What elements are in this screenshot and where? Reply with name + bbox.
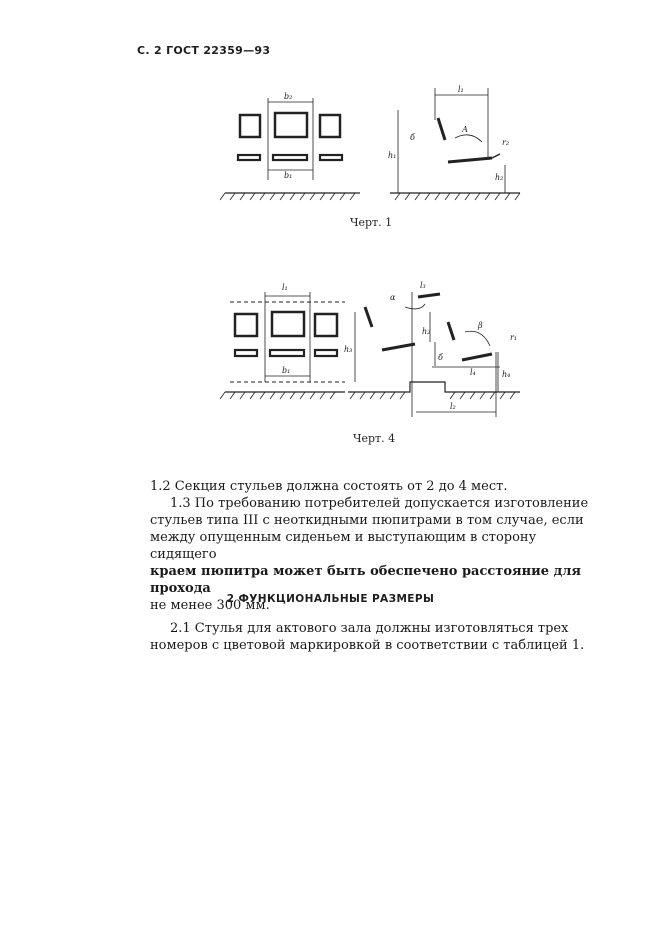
- fig1-label-b1: b₁: [284, 171, 293, 180]
- fig2-label-h3: h₃: [344, 345, 353, 354]
- fig1-label-l1: l₁: [458, 85, 464, 94]
- section-title: 2 ФУНКЦИОНАЛЬНЫЕ РАЗМЕРЫ: [226, 593, 435, 605]
- text-line: стульев типа III с неоткидными пюпитрами в том случае, если: [150, 513, 584, 528]
- text-line: 1.2 Секция стульев должна состоять от 2 до 4 мест.: [150, 479, 508, 494]
- text-line: краем пюпитра может быть обеспечено расстояние для прохода: [150, 564, 582, 596]
- fig1-label-r2: r₂: [502, 138, 510, 147]
- fig1-label-b2: b₂: [284, 92, 293, 101]
- figure-1-caption: Черт. 1: [350, 216, 393, 229]
- page-header: С. 2 ГОСТ 22359—93: [137, 44, 271, 57]
- paragraph-1-2: [150, 478, 600, 495]
- text-line: 1.3 По требованию потребителей допускается изготовление: [170, 496, 589, 511]
- fig1-label-h2: h₂: [495, 173, 504, 182]
- fig2-label-h2: h₂: [422, 327, 431, 336]
- figure-1: [220, 80, 530, 210]
- fig1-label-alpha: А: [462, 125, 469, 134]
- figure-2-caption: Черт. 4: [353, 432, 396, 445]
- fig1-label-h1: h₁: [388, 151, 397, 160]
- fig2-label-h4: h₄: [502, 370, 511, 379]
- fig2-label-b1: b₁: [282, 366, 291, 375]
- text-line: номеров с цветовой маркировкой в соответствии с таблицей 1.: [150, 638, 585, 653]
- fig2-label-beta: β: [478, 321, 483, 330]
- paragraph-2-1: [150, 620, 600, 654]
- fig2-label-delta: б: [438, 353, 443, 362]
- text-line: 2.1 Стулья для актового зала должны изготовляться трех: [170, 621, 569, 636]
- fig1-label-delta: б: [410, 133, 415, 142]
- fig2-label-l2: l₂: [450, 402, 456, 411]
- fig2-label-l3: l₃: [420, 281, 426, 290]
- fig2-label-l4: l₄: [470, 368, 476, 377]
- fig2-label-alpha: α: [390, 293, 396, 302]
- text-line: не менее 300 мм.: [150, 598, 270, 613]
- fig2-label-r1: r₁: [510, 333, 518, 342]
- figure-2: [220, 272, 530, 422]
- fig2-label-l1: l₁: [282, 283, 288, 292]
- text-line: между опущенным сиденьем и выступающим в сторону сидящего: [150, 530, 537, 562]
